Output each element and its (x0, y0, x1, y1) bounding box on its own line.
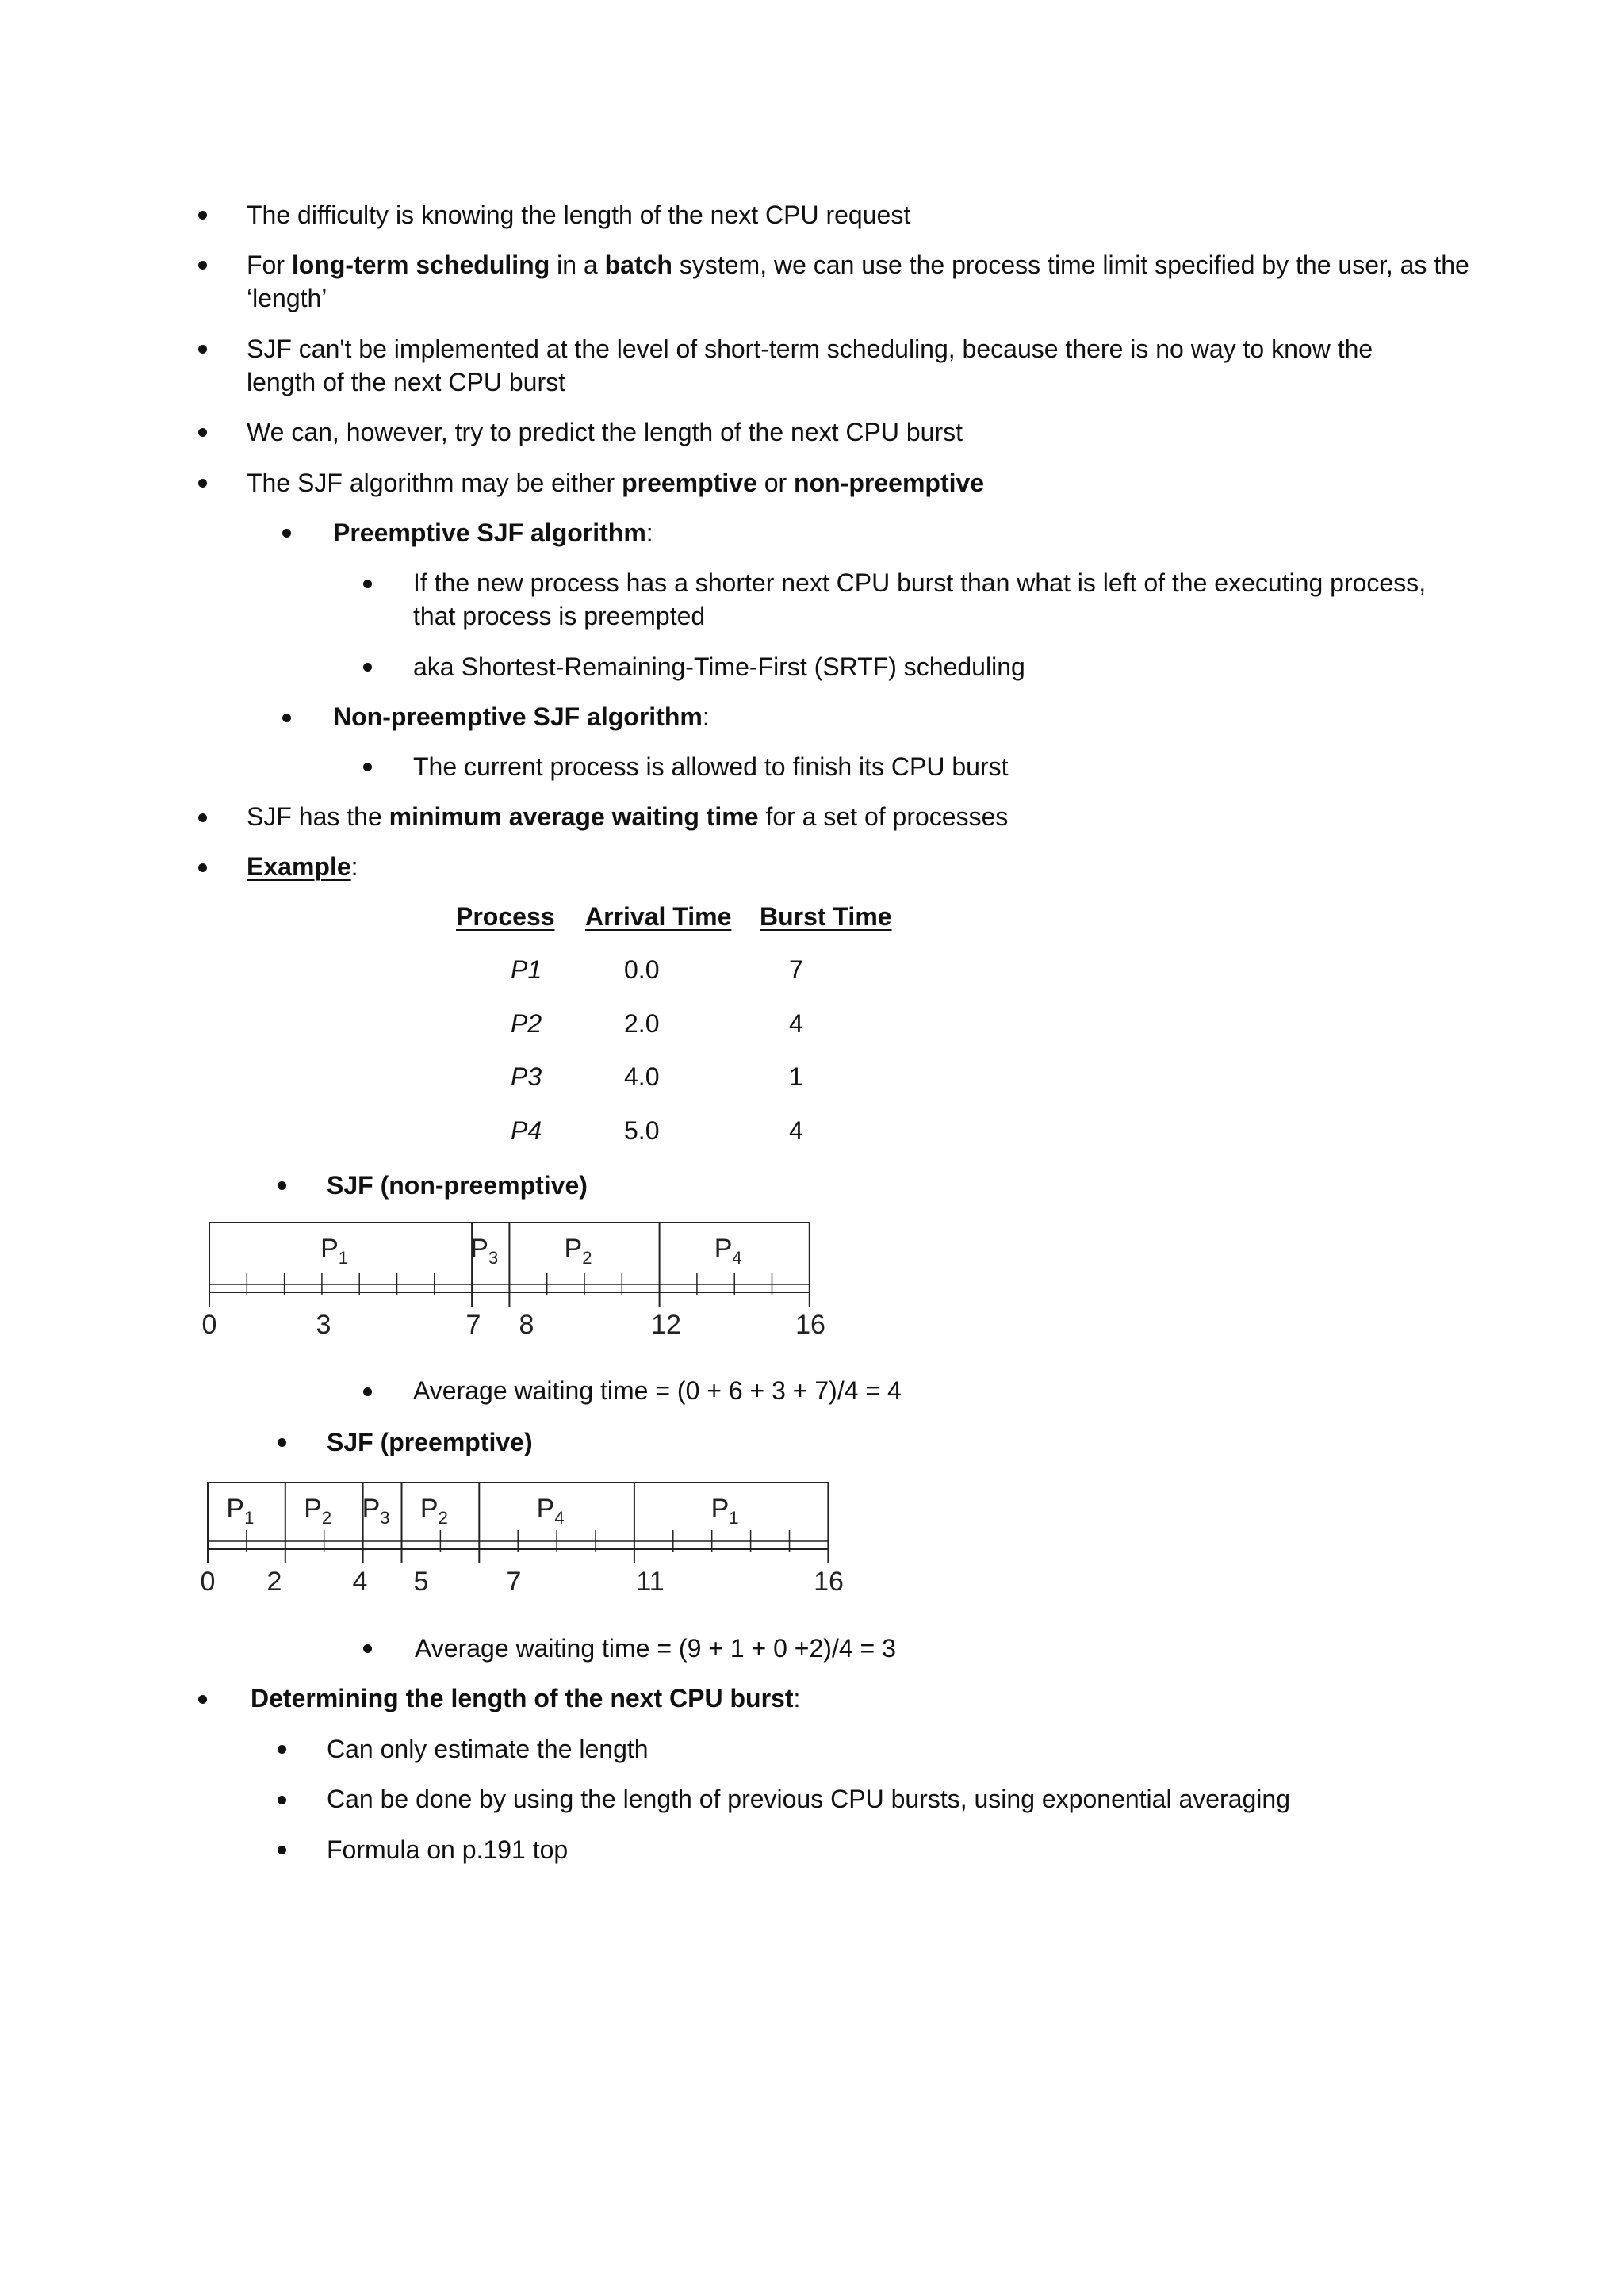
bullet-dot (198, 479, 207, 488)
bullet-text (247, 415, 963, 449)
bullet-dot (198, 345, 207, 354)
bullet-text (333, 700, 710, 733)
text-run: Average waiting time = (9 + 1 + 0 +2)/4 = 3 (415, 1634, 896, 1663)
bullet-dot (363, 663, 372, 672)
gantt-time-label: 3 (316, 1310, 331, 1340)
bullet-continuation: length of the next CPU burst (247, 368, 565, 396)
text-run: Can be done by using the length of previous CPU bursts, using exponential averaging (327, 1785, 1290, 1813)
bullet-dot (278, 1745, 286, 1754)
table-cell-arrival: 5.0 (624, 1116, 660, 1145)
bullet-dot (198, 1695, 207, 1704)
gantt-time-label: 0 (201, 1310, 217, 1340)
gantt-segment-label: $P_1$ (320, 1234, 349, 1268)
bold-text: long-term scheduling (291, 251, 550, 279)
table-header-arrival: Arrival Time (585, 902, 732, 931)
table-cell-process: P4 (511, 1116, 542, 1145)
gantt-time-label: 2 (266, 1567, 282, 1597)
bullet-text (327, 1169, 588, 1202)
bullet-text (413, 1374, 902, 1407)
text-run: : (793, 1684, 801, 1712)
gantt-time-label: 0 (200, 1567, 216, 1597)
gantt-segment-label: $P_1$ (710, 1494, 739, 1528)
bullet-dot (198, 211, 207, 220)
bold-text: Determining the length of the next CPU burst (251, 1684, 794, 1712)
gantt-segment-subscript: 3 (488, 1248, 499, 1268)
bold-text: Example (247, 852, 351, 881)
gantt-segment-label: $P_2$ (564, 1234, 592, 1268)
bullet-dot (363, 1387, 372, 1396)
text-run: The current process is allowed to finish its CPU burst (413, 752, 1009, 781)
gantt-segment-label: $P_3$ (470, 1234, 499, 1268)
table-cell-burst: 1 (789, 1062, 803, 1091)
text-run: We can, however, try to predict the length of the next CPU burst (247, 418, 963, 446)
text-run: For (247, 251, 292, 279)
bullet-dot (363, 1644, 372, 1653)
table-cell-process: P1 (511, 955, 542, 984)
bullet-dot (278, 1796, 286, 1804)
table-cell-process: P2 (511, 1009, 542, 1038)
table-cell-burst: 4 (789, 1009, 803, 1038)
table-cell-burst: 7 (789, 955, 803, 984)
bullet-text (327, 1782, 1290, 1816)
gantt-time-label: 16 (795, 1310, 825, 1340)
bullet-dot (198, 863, 207, 872)
bold-text: batch (604, 251, 672, 279)
gantt-segment-subscript: 2 (438, 1508, 448, 1528)
gantt-segment-label: $P_4$ (536, 1494, 565, 1528)
text-run: : (645, 519, 653, 547)
bullet-text (247, 332, 1373, 365)
bullet-text (247, 198, 910, 232)
text-run: Formula on p.191 top (327, 1835, 569, 1864)
gantt-segment-subscript: 1 (244, 1508, 255, 1528)
bold-text: minimum average waiting time (389, 802, 759, 831)
gantt-time-label: 4 (352, 1567, 368, 1597)
text-run: : (350, 852, 358, 881)
bullet-continuation: ‘length’ (247, 284, 327, 312)
bullet-text (247, 466, 984, 499)
gantt-time-label: 16 (814, 1567, 844, 1597)
text-run: If the new process has a shorter next CPU burst than what is left of the executing process, (413, 568, 1427, 597)
text-run: SJF has the (247, 802, 389, 831)
table-cell-burst: 4 (789, 1116, 803, 1145)
bold-text: non-preemptive (794, 469, 985, 497)
bold-text: preemptive (622, 469, 757, 497)
text-run: : (702, 702, 710, 731)
gantt-chart-nonpreemptive (190, 1213, 848, 1356)
bullet-text (251, 1682, 800, 1715)
gantt-time-label: 5 (413, 1567, 429, 1597)
text-run: system, we can use the process time limit specified by the user, as the (672, 251, 1469, 279)
text-run: SJF can't be implemented at the level of short-term scheduling, because there is no way to know the (247, 335, 1373, 363)
bullet-dot (282, 714, 291, 722)
bullet-text (247, 850, 358, 883)
gantt-segment-subscript: 2 (321, 1508, 332, 1528)
gantt-segment-subscript: 4 (732, 1248, 742, 1268)
gantt-time-label: 8 (519, 1310, 534, 1340)
gantt-segment-subscript: 2 (582, 1248, 592, 1268)
bullet-text (327, 1833, 568, 1866)
bullet-dot (278, 1846, 286, 1854)
bullet-text (327, 1425, 533, 1459)
text-run: Can only estimate the length (327, 1735, 649, 1763)
text-run: for a set of processes (758, 802, 1009, 831)
bold-text: SJF (preemptive) (327, 1428, 533, 1456)
gantt-segment-label: $P_2$ (419, 1494, 448, 1528)
bullet-dot (198, 428, 207, 437)
gantt-segment-subscript: 1 (729, 1508, 739, 1528)
bullet-text (247, 800, 1008, 833)
bullet-dot (278, 1181, 286, 1190)
bold-text: Non-preemptive SJF algorithm (333, 702, 703, 731)
bullet-text (413, 566, 1426, 599)
bullet-text (415, 1632, 896, 1665)
text-run: Average waiting time = (0 + 6 + 3 + 7)/4 = 4 (413, 1376, 902, 1405)
bullet-text (413, 750, 1009, 783)
gantt-time-label: 11 (636, 1567, 665, 1597)
bold-text: Preemptive SJF algorithm (333, 519, 646, 547)
text-run: The difficulty is knowing the length of the next CPU request (247, 201, 911, 229)
text-run: aka Shortest-Remaining-Time-First (SRTF) scheduling (413, 652, 1025, 681)
bullet-dot (198, 261, 207, 270)
text-run: The SJF algorithm may be either (247, 469, 622, 497)
bullet-text (333, 516, 653, 549)
gantt-segment-label: $P_3$ (362, 1494, 390, 1528)
gantt-chart-preemptive (190, 1475, 856, 1617)
table-cell-arrival: 2.0 (624, 1009, 660, 1038)
table-header-process: Process (456, 902, 555, 931)
table-header-burst: Burst Time (760, 902, 892, 931)
bullet-dot (198, 813, 207, 822)
bullet-dot (363, 580, 372, 588)
bold-text: SJF (non-preemptive) (327, 1171, 588, 1200)
bullet-continuation: that process is preempted (413, 602, 706, 630)
gantt-segment-label: $P_4$ (714, 1234, 742, 1268)
text-run: or (756, 469, 795, 497)
bullet-dot (363, 763, 372, 771)
gantt-segment-label: $P_2$ (304, 1494, 332, 1528)
gantt-time-label: 7 (506, 1567, 522, 1597)
bullet-text (413, 650, 1025, 683)
gantt-segment-subscript: 3 (380, 1508, 390, 1528)
gantt-time-label: 7 (465, 1310, 481, 1340)
bullet-dot (278, 1438, 286, 1447)
gantt-segment-subscript: 4 (554, 1508, 565, 1528)
bullet-dot (282, 529, 291, 538)
gantt-segment-subscript: 1 (338, 1248, 349, 1268)
gantt-time-label: 12 (651, 1310, 681, 1340)
table-cell-process: P3 (511, 1062, 542, 1091)
text-run: in a (550, 251, 605, 279)
bullet-text (247, 248, 1469, 281)
table-cell-arrival: 0.0 (624, 955, 660, 984)
gantt-segment-label: $P_1$ (226, 1494, 255, 1528)
bullet-text (327, 1732, 649, 1766)
table-cell-arrival: 4.0 (624, 1062, 660, 1091)
